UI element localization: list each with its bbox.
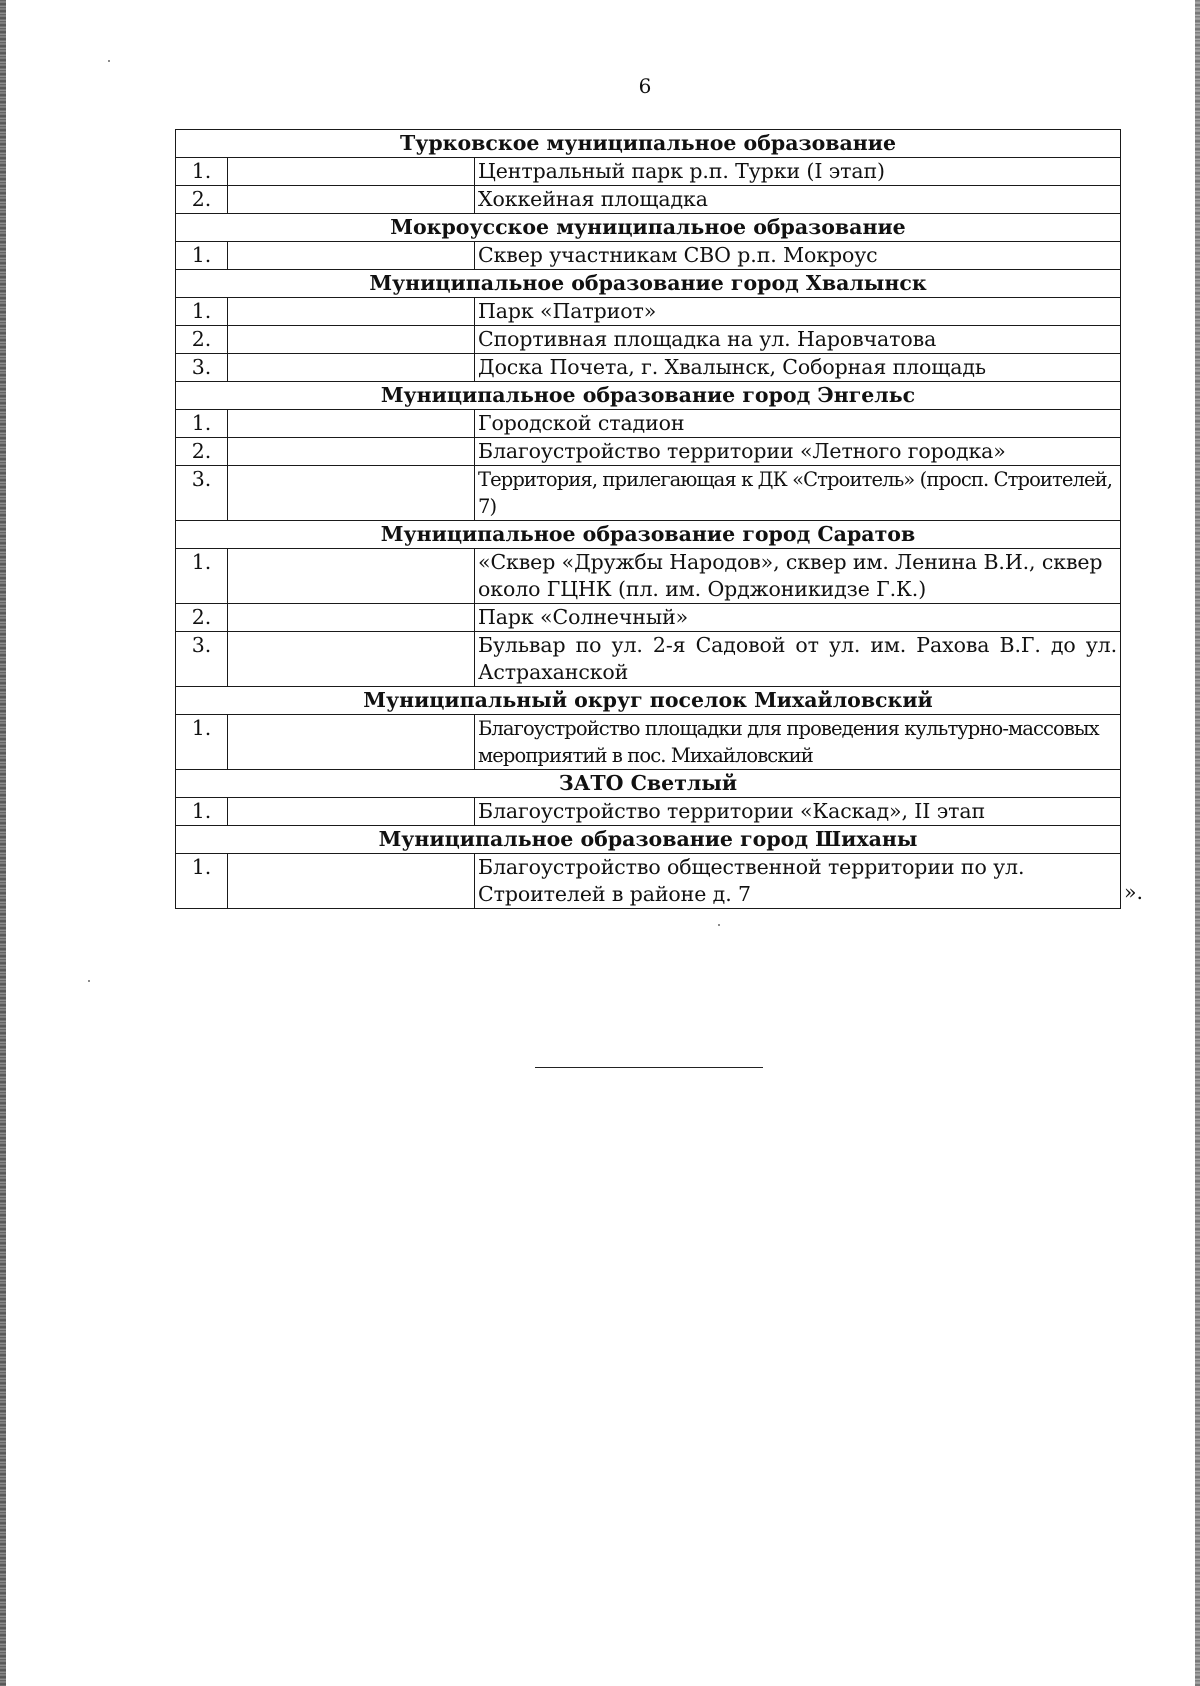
- row-number: 3.: [176, 466, 228, 521]
- object-name: Сквер участникам СВО р.п. Мокроус: [475, 242, 1121, 270]
- table-row: [176, 438, 1121, 466]
- object-name: «Сквер «Дружбы Народов», сквер им. Ленина В.И., сквер около ГЦНК (пл. им. Орджоникидзе Г.К.): [475, 549, 1121, 604]
- section-title: Муниципальное образование город Энгельс: [176, 382, 1121, 410]
- table-row: [176, 798, 1121, 826]
- scan-speck: [108, 60, 110, 62]
- section-title: ЗАТО Светлый: [176, 770, 1121, 798]
- table-row: [176, 632, 1121, 687]
- empty-cell: [228, 466, 475, 521]
- object-name: Благоустройство общественной территории по ул. Строителей в районе д. 7: [475, 854, 1121, 909]
- row-number: 1.: [176, 798, 228, 826]
- section-row: [176, 687, 1121, 715]
- row-number: 1.: [176, 158, 228, 186]
- scan-edge-left: [0, 0, 6, 1686]
- section-row: [176, 130, 1121, 158]
- public-spaces-table: [175, 129, 1121, 909]
- object-name: Центральный парк р.п. Турки (I этап): [475, 158, 1121, 186]
- section-row: [176, 521, 1121, 549]
- section-row: [176, 382, 1121, 410]
- section-title: Турковское муниципальное образование: [176, 130, 1121, 158]
- empty-cell: [228, 854, 475, 909]
- empty-cell: [228, 604, 475, 632]
- row-number: 1.: [176, 242, 228, 270]
- table-row: [176, 326, 1121, 354]
- section-row: [176, 826, 1121, 854]
- empty-cell: [228, 186, 475, 214]
- empty-cell: [228, 715, 475, 770]
- section-row: [176, 270, 1121, 298]
- object-name: Хоккейная площадка: [475, 186, 1121, 214]
- scan-speck: [88, 980, 90, 982]
- object-name: Территория, прилегающая к ДК «Строитель» (просп. Строителей, 7): [475, 466, 1121, 521]
- section-row: [176, 770, 1121, 798]
- table-row: [176, 298, 1121, 326]
- row-number: 1.: [176, 854, 228, 909]
- object-name: Городской стадион: [475, 410, 1121, 438]
- empty-cell: [228, 438, 475, 466]
- row-number: 2.: [176, 438, 228, 466]
- section-row: [176, 214, 1121, 242]
- row-number: 1.: [176, 410, 228, 438]
- section-title: Муниципальное образование город Хвалынск: [176, 270, 1121, 298]
- row-number: 3.: [176, 354, 228, 382]
- closing-quote-mark: ».: [1124, 880, 1144, 904]
- table-row: [176, 158, 1121, 186]
- row-number: 1.: [176, 298, 228, 326]
- section-title: Мокроусское муниципальное образование: [176, 214, 1121, 242]
- object-name: Благоустройство территории «Каскад», II этап: [475, 798, 1121, 826]
- table-row: [176, 854, 1121, 909]
- section-title: Муниципальный округ поселок Михайловский: [176, 687, 1121, 715]
- object-name: Благоустройство территории «Летного городка»: [475, 438, 1121, 466]
- page-number: 6: [638, 74, 652, 98]
- empty-cell: [228, 158, 475, 186]
- row-number: 1.: [176, 715, 228, 770]
- object-name: Спортивная площадка на ул. Наровчатова: [475, 326, 1121, 354]
- table-row: [176, 466, 1121, 521]
- row-number: 2.: [176, 326, 228, 354]
- scan-speck: [718, 924, 720, 926]
- empty-cell: [228, 549, 475, 604]
- table-row: [176, 604, 1121, 632]
- row-number: 2.: [176, 186, 228, 214]
- section-title: Муниципальное образование город Шиханы: [176, 826, 1121, 854]
- table-row: [176, 242, 1121, 270]
- object-name: Парк «Солнечный»: [475, 604, 1121, 632]
- table-row: [176, 549, 1121, 604]
- row-number: 2.: [176, 604, 228, 632]
- document-table-container: [175, 129, 1120, 909]
- end-of-document-rule: [535, 1067, 763, 1068]
- empty-cell: [228, 298, 475, 326]
- table-row: [176, 715, 1121, 770]
- empty-cell: [228, 326, 475, 354]
- object-name: Бульвар по ул. 2-я Садовой от ул. им. Рахова В.Г. до ул. Астраханской: [475, 632, 1121, 687]
- table-row: [176, 354, 1121, 382]
- table-row: [176, 186, 1121, 214]
- row-number: 3.: [176, 632, 228, 687]
- empty-cell: [228, 798, 475, 826]
- empty-cell: [228, 410, 475, 438]
- table-row: [176, 410, 1121, 438]
- object-name: Благоустройство площадки для проведения культурно-массовых мероприятий в пос. Михайловский: [475, 715, 1121, 770]
- object-name: Доска Почета, г. Хвалынск, Соборная площадь: [475, 354, 1121, 382]
- empty-cell: [228, 354, 475, 382]
- object-name: Парк «Патриот»: [475, 298, 1121, 326]
- scan-edge-right: [1195, 0, 1200, 1686]
- section-title: Муниципальное образование город Саратов: [176, 521, 1121, 549]
- empty-cell: [228, 242, 475, 270]
- row-number: 1.: [176, 549, 228, 604]
- empty-cell: [228, 632, 475, 687]
